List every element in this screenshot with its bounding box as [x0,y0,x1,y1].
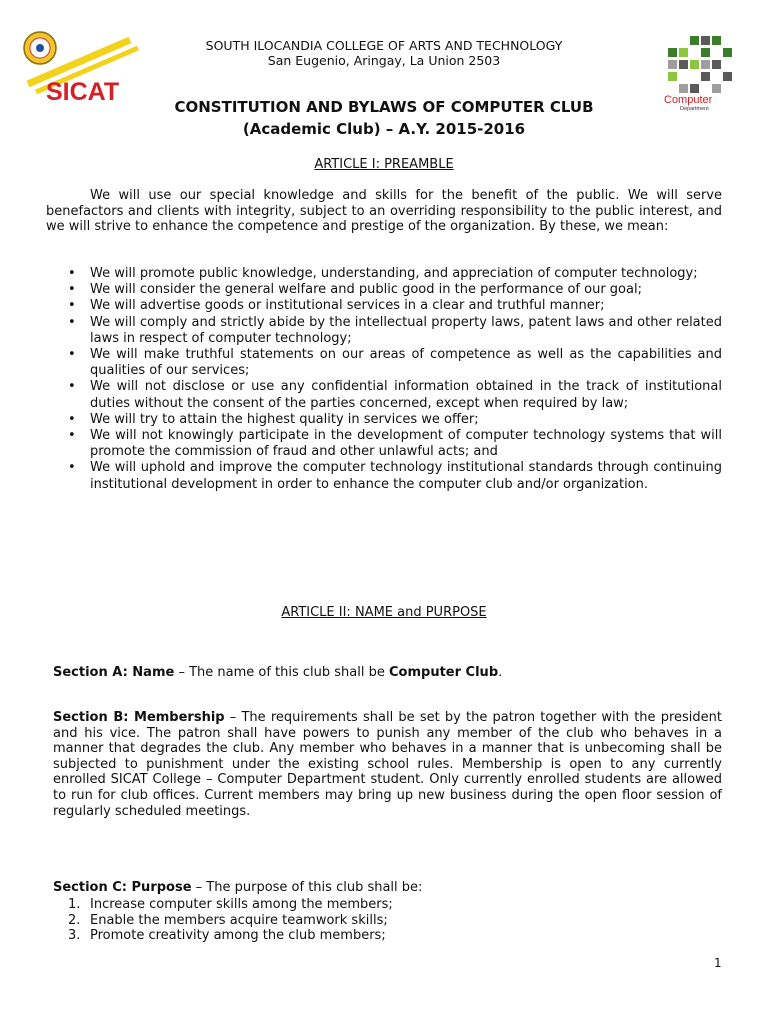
purpose-item-number: 2. [68,912,81,928]
purpose-item-number: 3. [68,928,81,944]
purpose-item [68,928,710,944]
purpose-item-number: 1. [68,897,81,912]
section-a-label: Section A: Name [53,665,175,680]
club-name: Computer Club [389,665,499,680]
purpose-item-text: Enable the members acquire teamwork skills; [90,912,388,928]
purpose-item-text: Increase computer skills among the members; [90,897,393,912]
section-b-label: Section B: Membership [53,710,225,725]
svg-text:Department: Department [680,106,709,112]
svg-text:SICAT: SICAT [46,78,120,106]
section-b-text: – The requirements shall be set by the patron together with the president and his vice. The patron shall have powers to punish any member of the club who behaves in a manner that degrades the club. Any member who behaves in a manner that is unbecoming shall be subjected to punishment under the existing school rules. Membership is open to any currently enrolled SICAT College – Computer Department student. Only currently enrolled students are allowed to run for club offices. Current members may bring up new business during the open floor session of regularly scheduled meetings. [53,710,722,819]
school-address: San Eugenio, Aringay, La Union 2503 [267,53,501,68]
section-c-purpose [53,880,722,896]
article-1-heading: ARTICLE I: PREAMBLE [314,157,454,172]
svg-text:Computer: Computer [664,94,713,106]
document-title: CONSTITUTION AND BYLAWS OF COMPUTER CLUB [174,98,594,116]
preamble-bullet-item: • We will promote public knowledge, understanding, and appreciation of computer technology; [90,266,722,282]
purpose-item-text: Promote creativity among the club members; [90,928,386,944]
purpose-item [68,897,710,913]
school-name: SOUTH ILOCANDIA COLLEGE OF ARTS AND TECHNOLOGY [205,38,563,53]
preamble-bullet-item: • We will comply and strictly abide by the intellectual property laws, patent laws and other related laws in respect of computer technology; [90,315,722,347]
section-a-end: . [498,665,503,680]
purpose-item [68,912,710,929]
preamble-bullet-item: • We will uphold and improve the computer technology institutional standards through continuing institutional development in order to enhance the computer club and/or organization. [90,460,722,492]
document-subtitle: (Academic Club) – A.Y. 2015-2016 [242,120,526,138]
section-c-label: Section C: Purpose [53,880,192,895]
preamble-bullet-item: • We will not knowingly participate in the development of computer technology systems that will promote the commission of fraud and other unlawful acts; and [90,428,722,460]
article-2-heading: ARTICLE II: NAME and PURPOSE [281,605,487,620]
preamble-bullet-item: • We will make truthful statements on our areas of competence as well as the capabilities and qualities of our services; [90,347,722,379]
section-c-text: – The purpose of this club shall be: [191,880,423,895]
section-a-name [53,665,722,681]
section-b-membership [53,710,722,819]
preamble-bullet-item: • We will try to attain the highest quality in services we offer; [90,412,722,428]
preamble-bullet-item: • We will not disclose or use any confidential information obtained in the track of institutional duties without the consent of the parties concerned, except when required by law; [90,379,722,411]
preamble-bullet-item: • We will consider the general welfare and public good in the performance of our goal; [90,282,722,298]
preamble-intro: We will use our special knowledge and skills for the benefit of the public. We will serve benefactors and clients with integrity, subject to an overriding responsibility to the public interest, and we will strive to enhance the competence and prestige of the organization. By these, we mean: [46,188,722,235]
section-a-text: – The name of this club shall be [174,665,390,680]
purpose-list [68,897,710,944]
preamble-bullet-item: • We will advertise goods or institutional services in a clear and truthful manner; [90,298,722,314]
preamble-bullet-list [90,266,722,493]
page-number: 1 [714,956,722,970]
